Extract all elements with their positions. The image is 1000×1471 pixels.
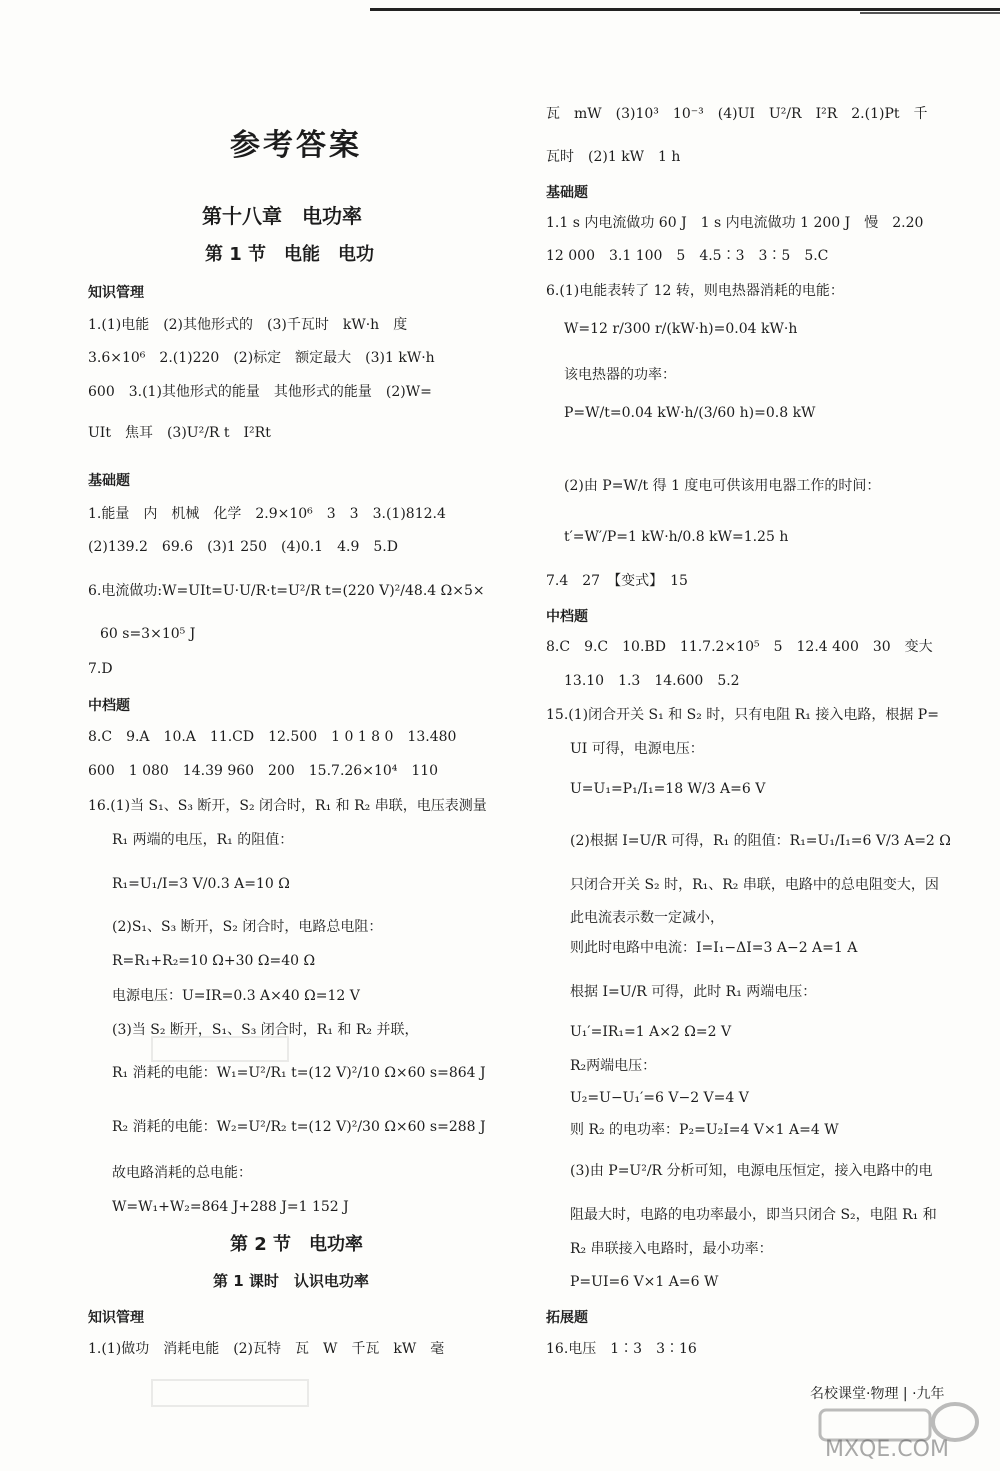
answer-line: 7.D bbox=[88, 661, 113, 677]
answer-line: (2)由 P=W/t 得 1 度电可供该用电器工作的时间： bbox=[564, 478, 881, 494]
category-medium-2: 中档题 bbox=[546, 609, 588, 625]
answer-line: R₁ 两端的电压，R₁ 的阻值： bbox=[112, 832, 294, 848]
lesson-title: 第 1 课时 认识电功率 bbox=[213, 1272, 369, 1290]
category-medium-1: 中档题 bbox=[88, 698, 130, 714]
answer-line: 阻最大时，电路的电功率最小，即当只闭合 S₂，电阻 R₁ 和 bbox=[570, 1207, 937, 1223]
answer-line: 1.能量 内 机械 化学 2.9×10⁶ 3 3 3.(1)812.4 bbox=[88, 506, 446, 522]
answer-line: 13.10 1.3 14.600 5.2 bbox=[564, 673, 740, 689]
faint-watermark bbox=[150, 1378, 310, 1408]
answer-line: R₂两端电压： bbox=[570, 1058, 657, 1074]
answer-line: 1.(1)电能 (2)其他形式的 (3)千瓦时 kW·h 度 bbox=[88, 317, 408, 333]
answer-line: 15.(1)闭合开关 S₁ 和 S₂ 时，只有电阻 R₁ 接入电路，根据 P= bbox=[546, 707, 939, 723]
top-rule-2 bbox=[860, 12, 1000, 14]
answer-line: 故电路消耗的总电能： bbox=[112, 1165, 252, 1181]
answer-line: 6.(1)电能表转了 12 转，则电热器消耗的电能： bbox=[546, 283, 844, 299]
answer-line: UIt 焦耳 (3)U²/R t I²Rt bbox=[88, 425, 271, 441]
answer-line: 600 1 080 14.39 960 200 15.7.26×10⁴ 110 bbox=[88, 763, 439, 779]
answer-line: (2)139.2 69.6 (3)1 250 (4)0.1 4.9 5.D bbox=[88, 539, 398, 555]
answer-line: 12 000 3.1 100 5 4.5∶3 3∶5 5.C bbox=[546, 248, 829, 264]
answer-line: 16.电压 1∶3 3∶16 bbox=[546, 1341, 697, 1357]
answer-line: R=R₁+R₂=10 Ω+30 Ω=40 Ω bbox=[112, 953, 316, 969]
answer-line: 8.C 9.A 10.A 11.CD 12.500 1 0 1 8 0 13.480 bbox=[88, 729, 457, 745]
answer-line: 1.(1)做功 消耗电能 (2)瓦特 瓦 W 千瓦 kW 毫 bbox=[88, 1341, 445, 1357]
answer-line: 电源电压：U=IR=0.3 A×40 Ω=12 V bbox=[112, 988, 360, 1004]
answer-line: R₁=U₁/I=3 V/0.3 A=10 Ω bbox=[112, 876, 290, 892]
answer-line: 瓦时 (2)1 kW 1 h bbox=[546, 149, 681, 165]
category-knowledge-2: 知识管理 bbox=[88, 1310, 144, 1326]
answer-line: 则此时电路中电流：I=I₁−ΔI=3 A−2 A=1 A bbox=[570, 940, 858, 956]
answer-line: 1.1 s 内电流做功 60 J 1 s 内电流做功 1 200 J 慢 2.20 bbox=[546, 215, 924, 231]
page-footer: 名校课堂·物理 | ·九年 bbox=[810, 1386, 945, 1402]
faint-watermark bbox=[150, 1035, 290, 1063]
answer-line: 60 s=3×10⁵ J bbox=[100, 626, 196, 642]
answer-line: 3.6×10⁶ 2.(1)220 (2)标定 额定最大 (3)1 kW·h bbox=[88, 350, 435, 366]
section-title-1: 第 1 节 电能 电功 bbox=[205, 244, 375, 265]
answer-line: 7.4 27 【变式】 15 bbox=[546, 573, 688, 589]
answer-line: (2)S₁、S₃ 断开，S₂ 闭合时，电路总电阻： bbox=[112, 919, 383, 935]
answer-line: P=UI=6 V×1 A=6 W bbox=[570, 1274, 719, 1290]
answer-line: 根据 I=U/R 可得，此时 R₁ 两端电压： bbox=[570, 984, 817, 1000]
answer-line: 此电流表示数一定减小， bbox=[570, 910, 724, 926]
answer-line: 6.电流做功:W=UIt=U·U/R·t=U²/R t=(220 V)²/48.4 Ω×5× bbox=[88, 583, 485, 599]
answer-line: R₁ 消耗的电能：W₁=U²/R₁ t=(12 V)²/10 Ω×60 s=864 J bbox=[112, 1065, 486, 1081]
category-knowledge-1: 知识管理 bbox=[88, 285, 144, 301]
chapter-title: 第十八章 电功率 bbox=[202, 204, 362, 228]
answer-line: 只闭合开关 S₂ 时，R₁、R₂ 串联，电路中的总电阻变大，因 bbox=[570, 877, 939, 893]
answer-line: (2)根据 I=U/R 可得，R₁ 的阻值：R₁=U₁/I₁=6 V/3 A=2 Ω bbox=[570, 833, 951, 849]
answer-line: 该电热器的功率： bbox=[564, 367, 676, 383]
top-rule bbox=[370, 8, 1000, 11]
category-extension: 拓展题 bbox=[546, 1310, 588, 1326]
answer-line: P=W/t=0.04 kW·h/(3/60 h)=0.8 kW bbox=[564, 405, 816, 421]
answer-line: W=W₁+W₂=864 J+288 J=1 152 J bbox=[112, 1199, 349, 1215]
answer-line: U₂=U−U₁′=6 V−2 V=4 V bbox=[570, 1090, 749, 1106]
category-basic-1: 基础题 bbox=[88, 473, 130, 489]
answer-line: 8.C 9.C 10.BD 11.7.2×10⁵ 5 12.4 400 30 变大 bbox=[546, 639, 933, 655]
answer-line: (3)当 S₂ 断开，S₁、S₃ 闭合时，R₁ 和 R₂ 并联， bbox=[112, 1022, 419, 1038]
answer-line: 则 R₂ 的电功率：P₂=U₂I=4 V×1 A=4 W bbox=[570, 1122, 839, 1138]
category-basic-2: 基础题 bbox=[546, 185, 588, 201]
answer-line: UI 可得，电源电压： bbox=[570, 741, 704, 757]
answer-line: t′=W′/P=1 kW·h/0.8 kW=1.25 h bbox=[564, 529, 789, 545]
answer-line: R₂ 消耗的电能：W₂=U²/R₂ t=(12 V)²/30 Ω×60 s=288 J bbox=[112, 1119, 486, 1135]
answer-line: R₂ 串联接入电路时，最小功率： bbox=[570, 1241, 773, 1257]
answer-line: U₁′=IR₁=1 A×2 Ω=2 V bbox=[570, 1024, 732, 1040]
page-title: 参考答案 bbox=[230, 128, 362, 163]
answer-line: 瓦 mW (3)10³ 10⁻³ (4)UI U²/R I²R 2.(1)Pt 千 bbox=[546, 106, 928, 122]
answer-line: (3)由 P=U²/R 分析可知，电源电压恒定，接入电路中的电 bbox=[570, 1163, 933, 1179]
answer-line: 600 3.(1)其他形式的能量 其他形式的能量 (2)W= bbox=[88, 384, 432, 400]
section-title-2: 第 2 节 电功率 bbox=[230, 1234, 364, 1255]
answer-line: U=U₁=P₁/I₁=18 W/3 A=6 V bbox=[570, 781, 766, 797]
watermark-url: MXQE.COM bbox=[825, 1437, 949, 1462]
answer-line: W=12 r/300 r/(kW·h)=0.04 kW·h bbox=[564, 321, 798, 337]
answer-line: 16.(1)当 S₁、S₃ 断开，S₂ 闭合时，R₁ 和 R₂ 串联，电压表测量 bbox=[88, 798, 487, 814]
